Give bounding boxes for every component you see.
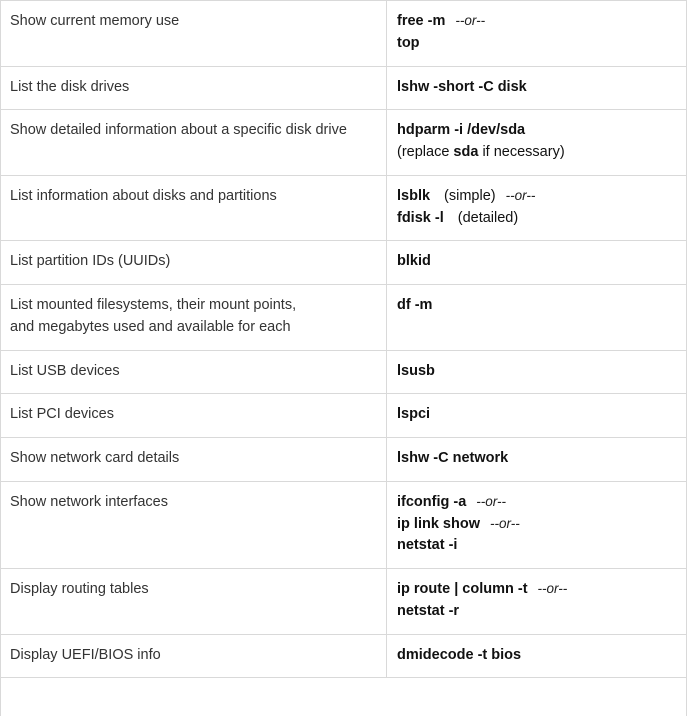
command-cell [387, 285, 687, 351]
or-separator: --or-- [455, 13, 486, 28]
description-text: List PCI devices [10, 406, 114, 423]
table-row [0, 285, 687, 351]
table-row [0, 175, 687, 241]
table-row [0, 1, 687, 67]
command-text: lshw -short -C disk [397, 78, 527, 95]
command-line [397, 492, 687, 514]
description-text: List mounted filesystems, their mount points, [10, 297, 297, 313]
description-cell [0, 66, 387, 110]
table-row [0, 241, 687, 285]
command-text: ip route | column -t [397, 581, 528, 597]
command-line [397, 361, 687, 383]
table-row [0, 350, 687, 394]
command-line [397, 535, 687, 557]
command-text: ip link show [397, 515, 480, 532]
description-cell [0, 481, 387, 568]
description-cell [0, 285, 387, 351]
description-text: Show network interfaces [10, 493, 168, 510]
table-row [0, 66, 687, 110]
command-text: free -m [397, 13, 446, 29]
or-separator: --or-- [505, 187, 536, 203]
command-note: (replace [397, 144, 454, 160]
description-cell [0, 634, 387, 678]
command-text: lspci [397, 406, 431, 423]
command-line [397, 251, 687, 273]
command-line [397, 120, 687, 142]
command-line [397, 579, 687, 601]
or-separator: --or-- [476, 493, 507, 509]
table-row [0, 634, 687, 678]
command-note: (simple) [444, 187, 496, 204]
table-row [0, 569, 687, 635]
command-cell [387, 110, 687, 176]
description-cell [0, 175, 387, 241]
description-text: Show detailed information about a specific disk drive [10, 122, 347, 139]
table-row [0, 481, 687, 568]
command-line [397, 208, 687, 230]
command-cell [387, 175, 687, 241]
command-text: sda [453, 144, 479, 160]
description-cell [0, 394, 387, 438]
command-cell [387, 350, 687, 394]
command-line [397, 77, 687, 99]
command-line [397, 295, 687, 317]
command-text: blkid [397, 253, 431, 270]
table-row [0, 110, 687, 176]
command-cell [387, 394, 687, 438]
command-text: lshw -C network [397, 450, 509, 466]
table-row [0, 438, 687, 482]
command-text: top [397, 34, 420, 51]
description-cell [0, 350, 387, 394]
command-text: dmidecode -t bios [397, 646, 522, 663]
description-text: List the disk drives [10, 78, 130, 95]
command-line [397, 645, 687, 667]
table-body [0, 1, 687, 678]
description-text: List information about disks and partitions [10, 187, 277, 204]
command-line [397, 142, 687, 164]
command-note: (detailed) [457, 209, 519, 226]
command-cell [387, 66, 687, 110]
description-text: List USB devices [10, 362, 120, 379]
command-text: lsusb [397, 362, 435, 379]
command-line [397, 448, 687, 470]
description-text: Show network card details [10, 450, 180, 466]
command-text: hdparm -i /dev/sda [397, 122, 526, 139]
command-line [397, 11, 687, 33]
description-text: Display routing tables [10, 581, 149, 597]
or-separator: --or-- [537, 581, 568, 596]
command-cell [387, 1, 687, 67]
command-line [397, 514, 687, 536]
description-text: and megabytes used and available for each [10, 318, 291, 335]
description-cell [0, 1, 387, 67]
command-line [397, 601, 687, 623]
command-cell [387, 634, 687, 678]
description-text: Show current memory use [10, 13, 180, 29]
description-cell [0, 110, 387, 176]
command-line [397, 404, 687, 426]
command-cell [387, 569, 687, 635]
command-cell [387, 241, 687, 285]
command-text: lsblk [397, 187, 431, 204]
command-line [397, 33, 687, 55]
command-cell [387, 438, 687, 482]
or-separator: --or-- [489, 515, 520, 531]
table-row [0, 394, 687, 438]
table-left-border [0, 0, 1, 716]
command-note: if necessary) [478, 144, 565, 160]
description-cell [0, 569, 387, 635]
description-text: List partition IDs (UUIDs) [10, 253, 171, 270]
command-text: df -m [397, 297, 433, 313]
command-text: netstat -r [397, 602, 460, 619]
command-text: ifconfig -a [397, 493, 467, 510]
command-line [397, 186, 687, 208]
command-text: netstat -i [397, 537, 458, 554]
command-cell [387, 481, 687, 568]
description-cell [0, 438, 387, 482]
command-text: fdisk -l [397, 209, 444, 226]
description-text: Display UEFI/BIOS info [10, 646, 161, 663]
description-cell [0, 241, 387, 285]
